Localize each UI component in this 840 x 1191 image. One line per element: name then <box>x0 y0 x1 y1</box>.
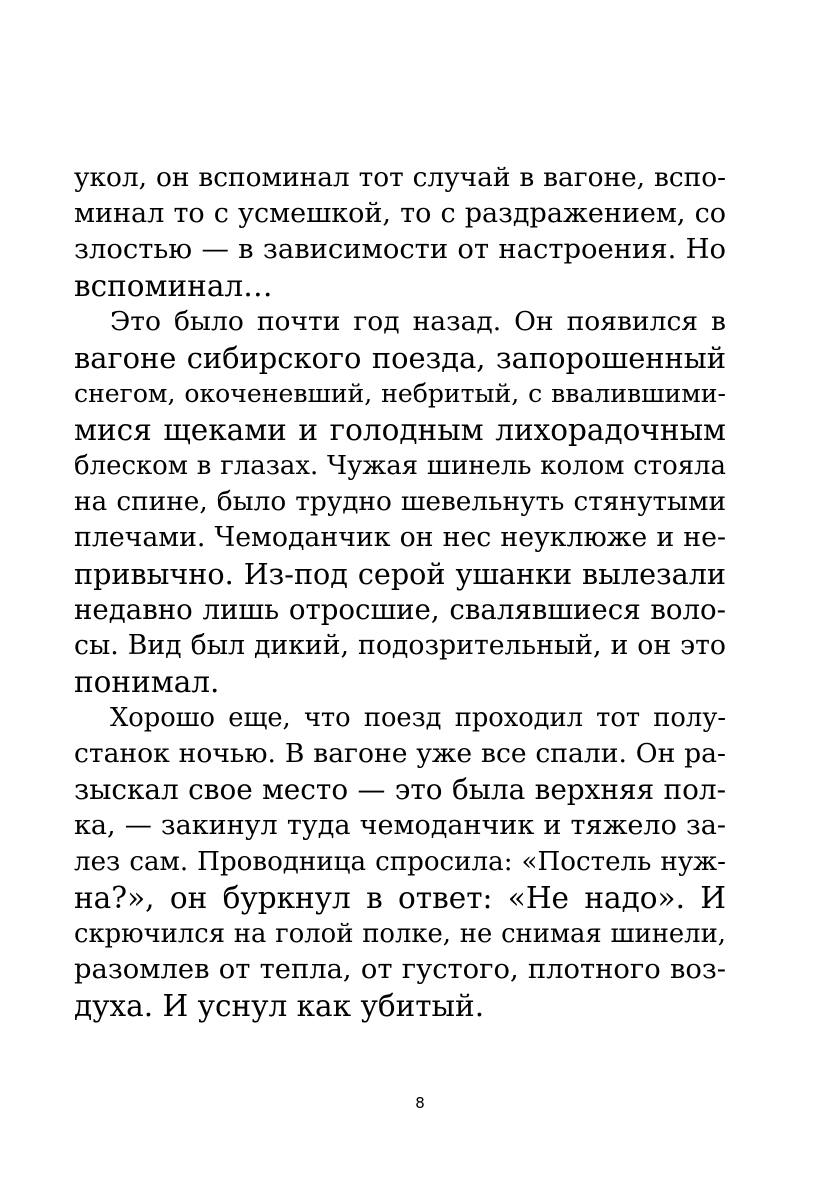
text-line: понимал. <box>74 665 220 699</box>
text-line: духа. И уснул как убитый. <box>74 989 485 1023</box>
text-line: блеском в глазах. Чужая шинель колом стояла <box>74 451 726 481</box>
text-line: плечами. Чемоданчик он нес неуклюже и не- <box>74 522 726 553</box>
text-line: на спине, было трудно шевельнуть стянутыми <box>74 487 726 517</box>
text-line: вагоне сибирского поезда, запорошенный <box>74 341 726 375</box>
text-line: ка, — закинул туда чемоданчик и тяжело за- <box>74 810 726 841</box>
text-line: зыскал свое место — это была верхняя пол- <box>74 773 726 806</box>
text-line: укол, он вспоминал тот случай в вагоне, вспо- <box>74 162 726 193</box>
text-line: разомлев от тепла, от густого, плотного воз- <box>74 954 726 985</box>
body-text <box>74 160 726 1024</box>
text-line: станок ночью. В вагоне уже все спали. Он ра- <box>74 738 726 769</box>
text-line: лез сам. Проводница спросила: «Постель нуж- <box>74 847 726 877</box>
text-line: Хорошо еще, что поезд проходил тот полу- <box>110 703 726 733</box>
text-line: скрючился на голой полке, не снимая шинели, <box>74 919 726 949</box>
text-line: недавно лишь отросшие, свалявшиеся воло- <box>74 593 726 626</box>
text-line: мися щеками и голодным лихорадочным <box>74 413 726 447</box>
page-number: 8 <box>415 1094 425 1112</box>
text-line: Это было почти год назад. Он появился в <box>110 306 726 337</box>
text-line: снегом, окоченевший, небритый, с ввалившими- <box>74 379 726 408</box>
text-line: на?», он буркнул в ответ: «Не надо». И <box>74 881 726 915</box>
text-line: сы. Вид был дикий, подозрительный, и он это <box>74 630 726 661</box>
text-line: минал то с усмешкой, то с раздражением, со <box>74 198 726 229</box>
text-line: привычно. Из-под серой ушанки вылезали <box>74 557 726 591</box>
text-line: вспоминал… <box>74 269 273 303</box>
text-line: злостью — в зависимости от настроения. Но <box>74 234 726 265</box>
